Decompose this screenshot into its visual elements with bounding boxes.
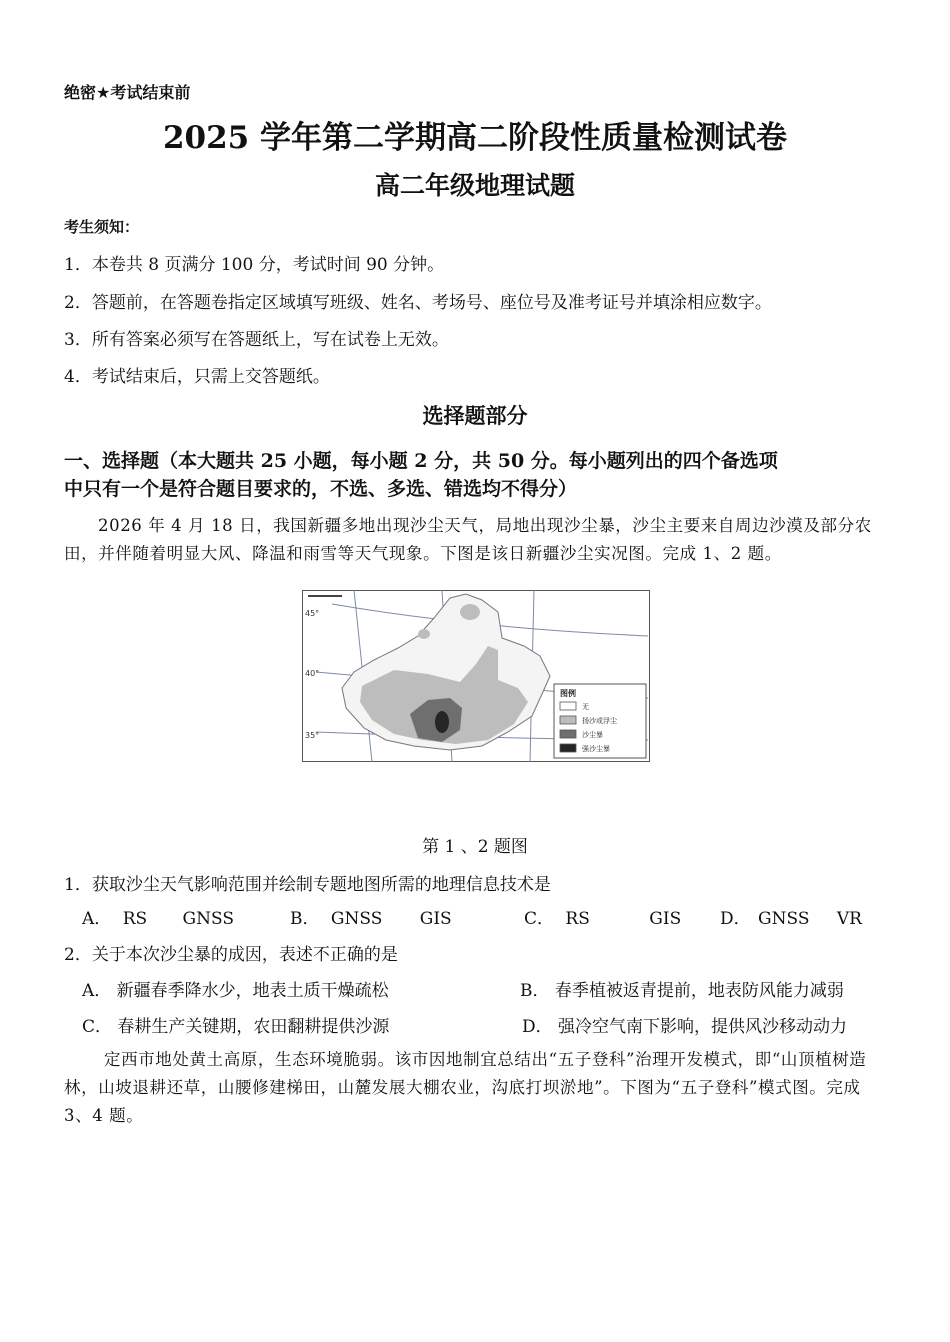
section-title: 选择题部分 (422, 403, 528, 428)
question-1-stem: 1．获取沙尘天气影响范围并绘制专题地图所需的地理信息技术是 (64, 875, 551, 895)
option-key: C． (524, 909, 555, 929)
option-text: GNSS (182, 909, 234, 929)
exam-title: 2025 学年第二学期高二阶段性质量检测试卷 (162, 120, 788, 156)
dust-area-light (460, 604, 480, 620)
map-legend (554, 684, 646, 758)
part-heading-line1: 一、选择题（本大题共 25 小题，每小题 2 分，共 50 分。每小题列出的四个备选项 (64, 450, 778, 472)
legend-label: 沙尘暴 (582, 731, 603, 739)
question-2-stem: 2．关于本次沙尘暴的成因，表述不正确的是 (64, 945, 398, 965)
notice-heading: 考生须知： (64, 218, 140, 236)
figure-caption: 第 1 、2 题图 (422, 837, 528, 857)
dust-area-strong (435, 711, 449, 733)
legend-label: 强沙尘暴 (582, 745, 610, 753)
q2-option-c: C． 春耕生产关键期，农田翻耕提供沙源 (82, 1017, 390, 1037)
option-key: B． (290, 909, 320, 929)
q2-option-a: A． 新疆春季降水少，地表土质干燥疏松 (82, 981, 389, 1001)
dust-map-svg (302, 590, 650, 762)
notice-item: 4．考试结束后，只需上交答题纸。 (64, 367, 330, 387)
passage-q1-2: 2026 年 4 月 18 日，我国新疆多地出现沙尘天气，局地出现沙尘暴，沙尘主要来自周边沙漠及部分农田，并伴随着明显大风、降温和雨雪等天气现象。下图是该日新疆沙尘实况图。完成 1、2 题。 (64, 516, 872, 563)
option-text: GNSS (330, 909, 383, 929)
lat-label: 45° (305, 609, 320, 618)
option-text: RS (122, 909, 148, 929)
notice-item: 2．答题前，在答题卷指定区域填写班级、姓名、考场号、座位号及准考证号并填涂相应数字。 (64, 293, 772, 313)
q2-option-b: B． 春季植被返青提前，地表防风能力减弱 (520, 981, 844, 1001)
q1-option-b (290, 904, 452, 929)
confidential-label: 绝密★考试结束前 (64, 83, 191, 102)
option-text: VR (836, 909, 862, 929)
q2-option-d: D． 强冷空气南下影响，提供风沙移动动力 (522, 1017, 848, 1037)
legend-swatch-floating-dust (560, 716, 576, 724)
option-text: GNSS (758, 909, 810, 929)
notice-item: 3．所有答案必须写在答题纸上，写在试卷上无效。 (64, 330, 449, 350)
notice-item: 1．本卷共 8 页满分 100 分，考试时间 90 分钟。 (64, 255, 445, 275)
option-text: RS (565, 909, 590, 929)
q1-option-d (720, 904, 862, 929)
lat-label: 40° (305, 669, 320, 678)
option-key: D． (720, 909, 751, 929)
lat-label: 35° (305, 731, 320, 740)
legend-title: 图例 (560, 689, 576, 698)
option-key: A． (82, 909, 112, 929)
legend-label: 无 (582, 703, 589, 711)
legend-swatch-strong-dust-storm (560, 744, 576, 752)
passage-q3-4: 定西市地处黄土高原，生态环境脆弱。该市因地制宜总结出“五子登科”治理开发模式，即“山顶植树造林，山坡退耕还草，山腰修建梯田，山麓发展大棚农业，沟底打坝淤地”。下图为“五子登科”模式图。完成 3、4 题。 (64, 1050, 867, 1125)
part-heading-line2: 中只有一个是符合题目要求的，不选、多选、错选均不得分） (64, 478, 578, 500)
option-text: GIS (649, 909, 682, 929)
exam-subtitle: 高二年级地理试题 (374, 171, 575, 200)
dust-area-light (418, 629, 430, 639)
q1-option-c (524, 904, 681, 929)
legend-swatch-dust-storm (560, 730, 576, 738)
xinjiang-dust-map (302, 590, 650, 762)
legend-swatch-none (560, 702, 576, 710)
option-text: GIS (419, 909, 452, 929)
legend-label: 扬沙或浮尘 (582, 717, 617, 725)
q1-option-a (82, 904, 234, 929)
